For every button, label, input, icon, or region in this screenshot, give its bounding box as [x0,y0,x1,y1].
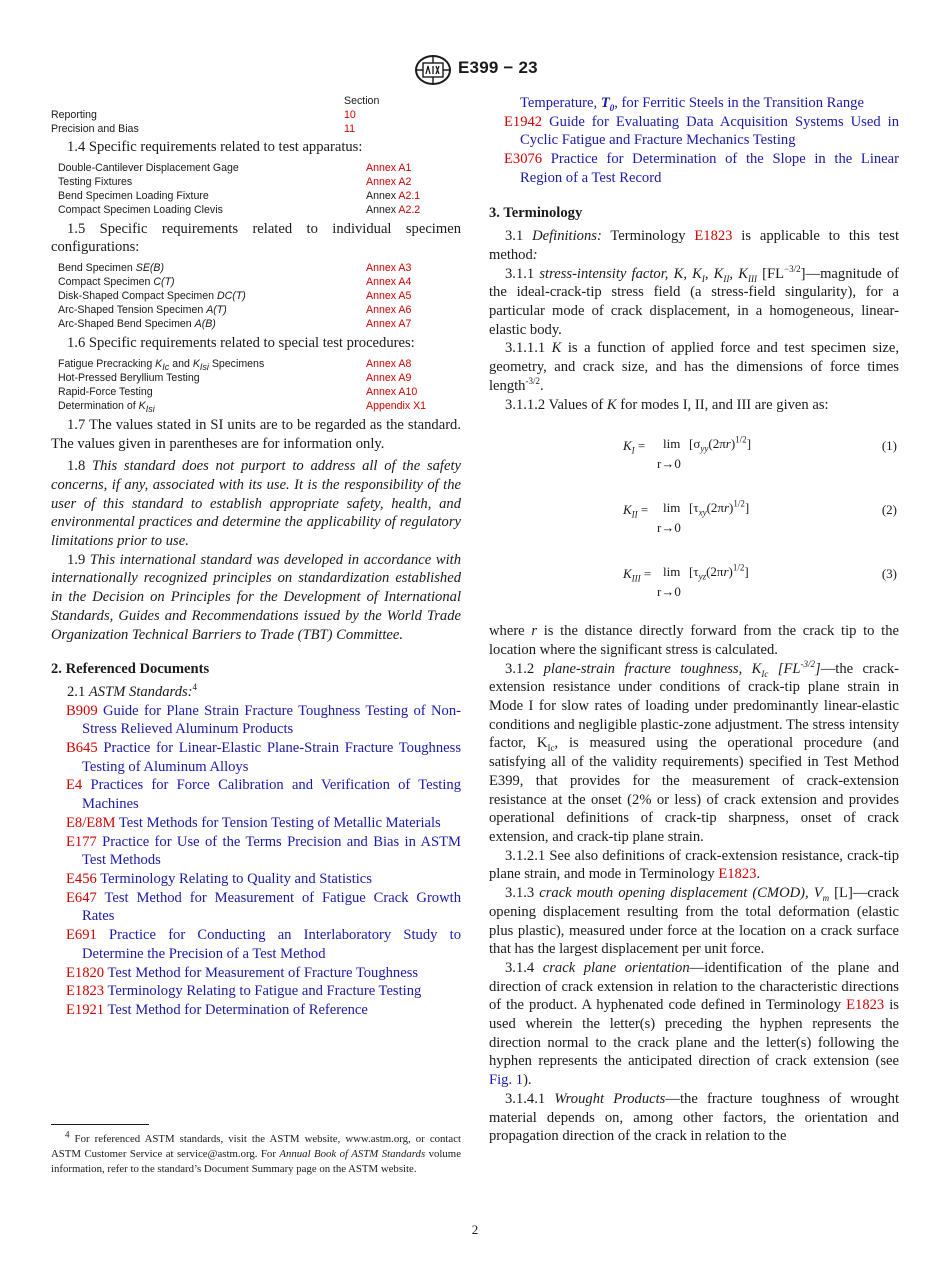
para-3-1-3 [489,884,899,959]
list-item [58,203,461,217]
specimen-list [51,261,461,331]
para-number: 3.1.3 [505,885,540,902]
annex-prefix: Annex [366,203,399,216]
reference-title[interactable]: Practice for Use of the Terms Precision and Bias in ASTM Test Methods [82,833,461,869]
t0-subscript[interactable]: 0 [609,102,615,113]
eq-k-sub: III [631,573,641,584]
para-term: plane-strain fracture toughness, K [543,660,762,677]
section-index [51,94,461,136]
para-1-5: 1.5 Specific requirements related to individual specimen configurations: [51,220,461,256]
eq-lim: lim [663,564,681,580]
para-3-1-1 [489,265,899,340]
list-item [58,175,461,189]
item-code: A(T) [206,304,227,317]
footnote-4 [51,1129,461,1177]
equation-number: (3) [881,566,897,582]
footnote-marker[interactable]: 4 [192,682,198,693]
para-1-9 [51,551,461,645]
equation-block [489,434,899,626]
eq-r: r [723,500,730,516]
reference-continuation [489,94,899,113]
eq-stress: τ [693,500,699,516]
item-label: Compact Specimen Loading Clevis [58,203,223,216]
reference-code[interactable]: E4 [66,777,83,794]
para-term: Definitions: [532,228,602,245]
k-subscript: Isi [199,361,209,372]
toc-row [51,108,461,122]
list-item [58,399,461,413]
reference-code[interactable]: B645 [66,740,98,757]
document-id: E399 − 23 [458,58,538,77]
annex-link[interactable]: A2.1 [398,189,421,202]
para-number: 3.1.1.1 [505,340,552,357]
para-term: stress-intensity factor, K, K [539,265,702,282]
eq-power: 1/2 [733,498,745,509]
para-term: crack plane orientation [542,959,690,976]
item-label: Testing Fixtures [58,175,133,188]
para-text: This standard does not purport to address all of the safety concerns, if any, associated with its use. It is the responsibility of the user of this standard to establish appropriate safety, health, and environmental practices and determine the applicability of regulatory limitations prior to use. [51,458,461,550]
appendix-link[interactable]: Appendix X1 [366,399,427,412]
reference-title[interactable]: Guide for Evaluating Data Acquisition Systems Used in Cyclic Fatigue and Fracture Mechanics Testing [520,113,899,149]
k-subscript: Ic [162,361,170,372]
para-1-8 [51,457,461,551]
annex-link[interactable]: Annex A7 [366,318,412,331]
eq-part: (2π [706,564,724,580]
para-text: is a function of applied force and test specimen size, geometry, and crack size, and has the dimensions of force times length [489,340,899,394]
eq-k-sub: I [631,445,635,456]
annex-link[interactable]: Annex A8 [366,357,412,370]
list-item [58,189,461,203]
reference-code[interactable]: E456 [66,870,97,887]
annex-link[interactable]: Annex A5 [366,290,412,303]
para-text: —identification of the plane and direction of crack extension in relation to the characteristic directions of the product. A hyphenated code defined in Terminology [489,959,899,1014]
reference-code[interactable]: E1921 [66,1001,105,1018]
eq-part: ) [728,564,733,580]
units: $[FL^{-3/2}]$ [768,658,821,677]
list-item [58,357,461,371]
eq-stress-sub: xy [698,507,707,518]
v-subscript: m [822,893,830,903]
terminology-link[interactable]: E1823 [846,997,885,1014]
footnote-marker: 4 [65,1129,70,1140]
right-column [489,94,899,1146]
apparatus-list [51,161,461,217]
para-text: is used wherein the letter(s) preceding the hyphen represents the direction normal to the crack plane and the letter(s) following the hyphen represents the anticipated direction of crack extension (see [489,997,899,1070]
item-label: Specimens [208,357,265,370]
eq-limit-var: r→0 [657,456,681,472]
list-item [58,275,461,289]
reference-title[interactable]: Terminology Relating to Quality and Statistics [96,870,372,887]
para-text: ). [523,1072,532,1089]
toc-link[interactable]: 11 [344,123,355,135]
para-text: —the crack-extension resistance under conditions of crack-tip plane strain in Mode I for slow rates of loading under predominantly linear-elastic conditions and negligible plastic-zone adjustment. The stress intensity factor, K [489,660,899,752]
eq-r: r [723,564,729,580]
para-text: ASTM Standards: [88,683,193,700]
eq-stress-sub: yz [698,571,707,582]
para-text: Terminology [601,228,695,245]
list-item [58,317,461,331]
reference-code[interactable]: E1820 [66,964,105,981]
annex-link[interactable]: Annex A1 [366,161,412,174]
eq-stress-sub: yy [700,443,709,454]
annex-link[interactable]: A2.2 [398,203,421,216]
equation-number: (2) [881,502,897,518]
reference-item [51,870,461,889]
para-text: where [489,623,532,640]
para-number: 3.1.2 [505,660,544,677]
k-subscript: I [701,273,705,284]
reference-title[interactable]: Terminology Relating to Fatigue and Fracture Testing [104,983,422,1000]
annex-link[interactable]: Annex A10 [366,385,418,398]
section-3-heading: 3. Terminology [489,204,583,221]
reference-title[interactable]: Test Method for Measurement of Fatigue Crack Growth Rates [82,889,461,925]
para-term: crack mouth opening displacement (CMOD), V [539,885,823,902]
eq-term: $[\sigma_{yy}(2\pi r)^{1/2}]$ [689,434,752,454]
list-item [58,161,461,175]
para-3-1-4 [489,959,899,1090]
annex-prefix: Annex [366,189,399,202]
astm-logo [414,55,452,85]
reference-item [51,739,461,776]
item-code: DC(T) [216,290,246,303]
para-1-6: 1.6 Specific requirements related to special test procedures: [67,335,415,352]
list-item [58,371,461,385]
k-symbol: K [155,357,163,370]
section-2-heading: 2. Referenced Documents [51,661,210,678]
para-3-1-2 [489,660,899,847]
para-3-1-4-1 [489,1090,899,1146]
k-subscript: III [747,273,757,284]
item-label: Disk-Shaped Compact Specimen [58,290,217,303]
para-text: is applicable to this test method [489,228,899,263]
reference-list [51,702,461,1020]
item-code: SE(B) [135,262,165,275]
page-header [0,55,950,85]
eq-k-sub: II [631,509,638,520]
eq-k: K [623,502,632,518]
reference-title[interactable]: Temperature, [520,95,601,111]
para-number: 1.9 [67,551,90,568]
k-symbol: K [606,396,617,413]
eq-r: r [725,436,731,452]
reference-item [51,702,461,739]
k-symbol: K [192,357,200,370]
para-text: —the fracture toughness of wrought material depends on, among other factors, the orientation and propagation direction of the crack in relation to the [489,1090,900,1145]
item-label: Double-Cantilever Displacement Gage [58,161,239,174]
para-number: 1.8 [67,458,93,475]
footnote-rule [51,1124,149,1125]
exponent: -3/2 [525,375,540,386]
units: [L] [829,885,853,902]
eq-part: (2π [706,500,724,516]
para-text: for modes I, II, and III are given as: [616,396,829,413]
eq-part: ) [729,500,734,516]
equation-number: (1) [881,438,897,454]
toc-row [51,122,461,136]
para-text: , is measured using the operational procedure (and satisfying all of the validity requirements) specified in Test Method E399, that provides for the measurement of crack-extension resistance at the onset (2% or less) of crack extension and provides operational definitions of crack-tip sharpness, onset of crack extension, and crack-tip plane strain. [489,735,899,845]
item-label: Arc-Shaped Bend Specimen [58,318,195,331]
reference-item [51,964,461,983]
eq-term: $[\tau_{yz}(2\pi r)^{1/2}]$ [689,562,749,582]
where-clause [489,622,899,659]
footnote-title: Annual Book of ASTM Standards [279,1148,426,1160]
item-code: A(B) [194,318,216,331]
equation-2 [489,498,899,562]
eq-limit-var: r→0 [657,584,681,600]
item-label: and [169,357,193,370]
item-label: Determination of [58,399,139,412]
reference-code[interactable]: E691 [66,927,97,944]
item-label: Fatigue Precracking [58,357,156,370]
eq-stress: σ [693,436,701,452]
k-symbol: K [138,399,146,412]
eq-limit-var: r→0 [657,520,681,536]
para-term: Wrought Products [554,1090,666,1107]
list-item [58,385,461,399]
eq-part: ) [730,436,736,452]
eq-power: 1/2 [732,562,745,573]
para-text: This international standard was developed in accordance with internationally recognized principles on standardization established in the Decision on Principles for the Development of International Standards, Guides and Recommendations issued by the World Trade Organization Technical Barriers to Trade (TBT) Committee. [51,551,462,643]
k-subscript: Ic [761,668,769,679]
eq-lim: lim [663,436,681,452]
eq-equals: = [637,502,649,518]
para-text: is the distance directly forward from the crack tip to the location where the significant stress is calculated. [489,623,899,658]
terminology-link[interactable]: E1823 [694,228,733,245]
equation-3 [489,562,899,626]
eq-equals: = [634,438,646,454]
para-term: , K [704,265,724,282]
k-subscript: Ic [547,743,555,754]
reference-title[interactable]: Practice for Conducting an Interlaboratory Study to Determine the Precision of a Test Method [82,927,461,962]
footnote-text: volume information, refer to the standard’s Document Summary page on the ASTM website. [51,1148,461,1175]
t0-symbol[interactable]: T [600,95,610,111]
reference-code[interactable]: E8/E8M [66,814,116,831]
para-text: . [539,377,544,394]
k-subscript: II [723,273,730,284]
eq-equals: = [640,566,652,582]
eq-stress: τ [693,564,699,580]
item-label: Rapid-Force Testing [58,385,153,398]
annex-link[interactable]: Annex A9 [366,371,412,384]
para-text: —crack opening displacement resulting from the total deformation (elastic plus plastic), measured under force at the location on a crack surface that has the largest displacement per unit force. [489,885,899,958]
eq-k: K [623,438,632,454]
para-text: 3.1.1.2 Values of [505,396,607,413]
reference-code[interactable]: B909 [66,702,98,719]
annex-link[interactable]: Annex A2 [366,175,412,188]
para-number: 2.1 [67,683,89,700]
reference-title[interactable]: Test Method for Measurement of Fracture Toughness [104,964,419,981]
r-symbol: r [531,623,538,640]
para-2-1 [51,683,461,702]
reference-title[interactable]: Guide for Plane Strain Fracture Toughness Testing of Non-Stress Relieved Aluminum Products [82,702,461,738]
eq-term: $[\tau_{xy}(2\pi r)^{1/2}]$ [689,498,750,518]
item-label: Bend Specimen [58,262,136,275]
para-1-7: 1.7 The values stated in SI units are to be regarded as the standard. The values given in parentheses are for information only. [51,416,461,452]
para-term: , K [729,265,748,282]
reference-item [51,776,461,813]
reference-item [51,982,461,1001]
eq-k: K [623,566,632,582]
reference-item [51,889,461,926]
reference-item [51,833,461,870]
toc-label: Reporting [51,109,97,121]
list-item [58,303,461,317]
item-label: Compact Specimen [58,276,154,289]
reference-code[interactable]: E3076 [504,151,543,168]
toc-link[interactable]: 10 [344,109,356,121]
item-label: Hot-Pressed Beryllium Testing [58,371,200,384]
reference-code[interactable]: E177 [66,833,97,850]
equation-1 [489,434,899,498]
reference-item [51,926,461,963]
para-text: . [756,866,761,883]
toc-label: Precision and Bias [51,123,139,135]
reference-title[interactable]: Practice for Linear-Elastic Plane-Strain Fracture Toughness Testing of Aluminum Alloys [82,740,461,775]
reference-title[interactable]: , for Ferritic Steels in the Transition Range [614,95,864,111]
reference-item [489,113,899,150]
para-number: 3.1 [505,228,533,245]
k-subscript: Isi [145,403,155,414]
eq-part: (2π [708,436,726,452]
para-3-1-1-2 [489,396,899,415]
para-text: : [532,246,538,263]
reference-item [51,814,461,833]
para-number: 3.1.4 [505,959,543,976]
reference-code[interactable]: E1823 [66,983,105,1000]
terminology-link[interactable]: E1823 [718,866,757,883]
units: $[FL^{-3/2}]$ [756,263,806,282]
reference-item [489,150,899,187]
annex-link[interactable]: Annex A6 [366,304,412,317]
item-label: Bend Specimen Loading Fixture [58,189,209,202]
annex-link[interactable]: Annex A4 [366,276,412,289]
reference-code[interactable]: E647 [66,889,97,906]
list-item [58,289,461,303]
reference-title[interactable]: Test Methods for Tension Testing of Metallic Materials [115,814,441,831]
procedure-list [51,357,461,413]
reference-title[interactable]: Practices for Force Calibration and Verification of Testing Machines [82,777,461,813]
left-column [51,94,461,1020]
para-text: —magnitude of the ideal-crack-tip stress field (a stress-field singularity), for a particular mode of crack displacement, in a homogeneous, linear-elastic body. [489,265,899,338]
k-symbol: K [551,340,562,357]
eq-power: 1/2 [735,434,747,445]
reference-item [51,1001,461,1020]
para-3-1-1-1 [489,339,899,395]
footnote-text: For referenced ASTM standards, visit the ASTM website, www.astm.org, or contact ASTM Customer Service at service@astm.org. For [51,1133,461,1160]
page-number: 2 [471,1222,479,1237]
list-item [58,261,461,275]
reference-title[interactable]: Practice for Determination of the Slope in the Linear Region of a Test Record [520,151,899,186]
reference-code[interactable]: E1942 [504,113,543,130]
para-number: 3.1.4.1 [505,1090,555,1107]
para-3-1-2-1 [489,847,899,884]
item-code: C(T) [153,276,175,289]
item-label: Arc-Shaped Tension Specimen [58,304,207,317]
para-number: 3.1.1 [505,265,540,282]
annex-link[interactable]: Annex A3 [366,262,412,275]
para-1-4: 1.4 Specific requirements related to test apparatus: [67,139,363,155]
para-3-1 [489,227,899,264]
para-text: 3.1.2.1 See also definitions of crack-extension resistance, crack-tip plane strain, and mode in Terminology [489,847,899,883]
reference-title[interactable]: Test Method for Determination of Reference [104,1001,368,1018]
eq-lim: lim [663,500,681,516]
figure-link[interactable]: Fig. 1 [489,1072,524,1089]
section-heading: Section [344,95,380,107]
